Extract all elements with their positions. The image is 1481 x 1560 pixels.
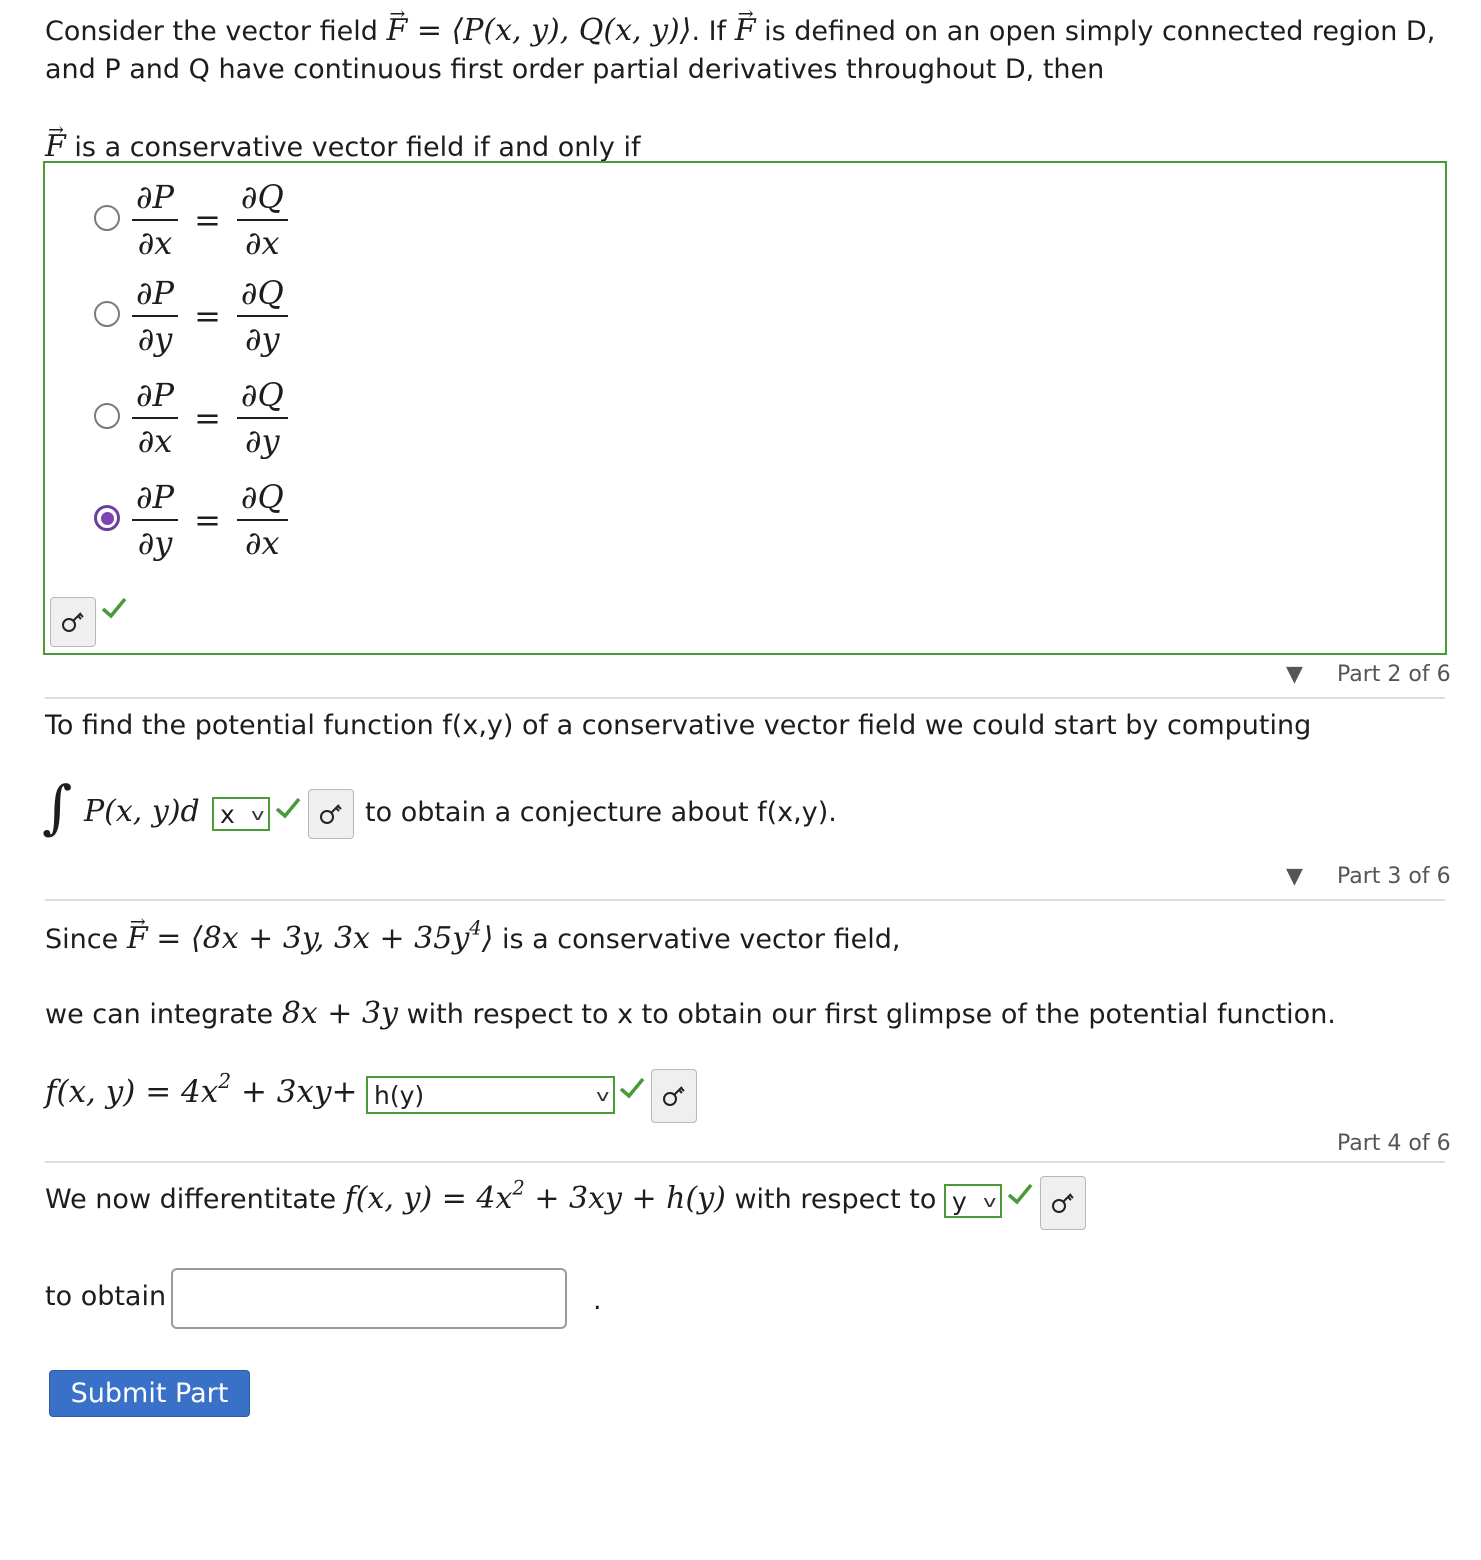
part2-suffix: to obtain a conjecture about f(x,y). <box>365 797 837 828</box>
key-icon <box>1050 1190 1076 1216</box>
intro-text-b: . If <box>691 16 727 47</box>
checkmark-icon <box>100 596 128 620</box>
option-3-lhs <box>132 373 178 463</box>
radio-option-4-selected[interactable] <box>94 505 120 531</box>
frac-num: ∂P <box>136 376 175 414</box>
statement-field-symbol: → F <box>45 129 66 164</box>
differentiate-text-b: with respect to <box>734 1184 937 1215</box>
frac-num: ∂Q <box>240 478 284 516</box>
equals-sign: = <box>194 201 221 239</box>
frac-num: ∂Q <box>240 178 284 216</box>
divider <box>45 697 1445 699</box>
integrate-text-a: we can integrate <box>45 999 274 1030</box>
statement-text: is a conservative vector field if and only if <box>74 132 641 163</box>
frac-num: ∂P <box>136 178 175 216</box>
divider <box>45 1161 1445 1163</box>
to-obtain-label: to obtain <box>45 1281 167 1312</box>
option-2-rhs <box>237 271 288 361</box>
option-1-lhs <box>132 175 178 265</box>
since-suffix: is a conservative vector field, <box>502 924 901 955</box>
select-value: x <box>220 799 235 829</box>
equals-sign: = <box>194 501 221 539</box>
select-value: h(y) <box>374 1080 425 1110</box>
frac-num: ∂P <box>136 274 175 312</box>
option-1-rhs <box>237 175 288 265</box>
intro-line-1 <box>45 12 1435 51</box>
part-2-label: Part 2 of 6 <box>1337 662 1451 687</box>
frac-den: ∂y <box>137 524 173 562</box>
intro-text-a: Consider the vector field <box>45 16 378 47</box>
intro-field-symbol: → F <box>735 13 756 48</box>
frac-den: ∂y <box>137 320 173 358</box>
part4-differentiate-line <box>45 1176 937 1219</box>
period: . <box>593 1285 602 1316</box>
chevron-down-icon: v <box>595 1085 609 1105</box>
answer-input[interactable] <box>171 1268 567 1329</box>
intro-line-2: and P and Q have continuous first order partial derivatives throughout D, then <box>45 54 1105 85</box>
variable-select-part2[interactable] <box>212 797 270 831</box>
differentiate-text-a: We now differentitate <box>45 1184 337 1215</box>
intro-field-math: → F <box>386 13 416 48</box>
field-definition: = ⟨8x + 3y, $3x + 35y^4⟩$ <box>156 916 494 956</box>
frac-den: ∂x <box>137 224 173 262</box>
frac-num: ∂Q <box>240 376 284 414</box>
chevron-down-icon: v <box>250 804 264 824</box>
frac-den: ∂x <box>244 524 280 562</box>
differentiate-math: f(x, $y) = 4x^2 + 3xy + h(y)$ <box>344 1176 726 1216</box>
frac-den: ∂x <box>137 422 173 460</box>
equals-sign: = <box>194 399 221 437</box>
chevron-down-icon: v <box>982 1191 996 1211</box>
key-icon <box>60 609 86 635</box>
triangle-down-icon[interactable]: ▼ <box>1286 864 1303 889</box>
variable-select-part4[interactable] <box>944 1184 1002 1218</box>
key-icon <box>318 801 344 827</box>
field-symbol: → F <box>127 921 148 956</box>
equals-sign: = <box>194 297 221 335</box>
potential-function-expr: f(x, $y) = 4x^2 + 3xy+$ <box>45 1068 358 1110</box>
key-button-part1[interactable] <box>50 597 96 647</box>
frac-den: ∂x <box>244 224 280 262</box>
h-select-part3[interactable] <box>366 1076 615 1114</box>
checkmark-icon <box>1006 1182 1034 1206</box>
option-2-lhs <box>132 271 178 361</box>
checkmark-icon <box>274 796 302 820</box>
intro-field-def: = ⟨P(x, y), Q(x, y)⟩ <box>416 13 692 48</box>
part-4-label: Part 4 of 6 <box>1337 1131 1451 1156</box>
select-value: y <box>952 1186 967 1216</box>
frac-num: ∂P <box>136 478 175 516</box>
frac-den: ∂y <box>244 320 280 358</box>
radio-option-1[interactable] <box>94 205 120 231</box>
part-3-label: Part 3 of 6 <box>1337 864 1451 889</box>
key-button-part2[interactable] <box>308 789 354 839</box>
key-button-part4[interactable] <box>1040 1176 1086 1230</box>
integrate-text-b: with respect to x to obtain our first glimpse of the potential function. <box>406 999 1336 1030</box>
radio-option-2[interactable] <box>94 301 120 327</box>
frac-den: ∂y <box>244 422 280 460</box>
option-3-rhs <box>237 373 288 463</box>
part3-since-line <box>45 916 901 959</box>
part3-integrate-line <box>45 995 1336 1034</box>
frac-num: ∂Q <box>240 274 284 312</box>
option-4-lhs <box>132 475 178 565</box>
integral-sign: ∫ <box>42 773 73 841</box>
option-4-rhs <box>237 475 288 565</box>
part2-text: To find the potential function f(x,y) of a conservative vector field we could start by computing <box>45 710 1312 741</box>
triangle-down-icon[interactable]: ▼ <box>1286 662 1303 687</box>
integrate-math: 8x + 3y <box>281 996 398 1031</box>
radio-option-3[interactable] <box>94 403 120 429</box>
intro-text-c: is defined on an open simply connected region D, <box>764 16 1436 47</box>
divider <box>45 899 1445 901</box>
integral-expression: P(x, y)d <box>84 794 200 829</box>
submit-part-button[interactable]: Submit Part <box>49 1370 250 1417</box>
checkmark-icon <box>618 1076 646 1100</box>
key-button-part3[interactable] <box>651 1069 697 1123</box>
key-icon <box>661 1083 687 1109</box>
since-text: Since <box>45 924 119 955</box>
